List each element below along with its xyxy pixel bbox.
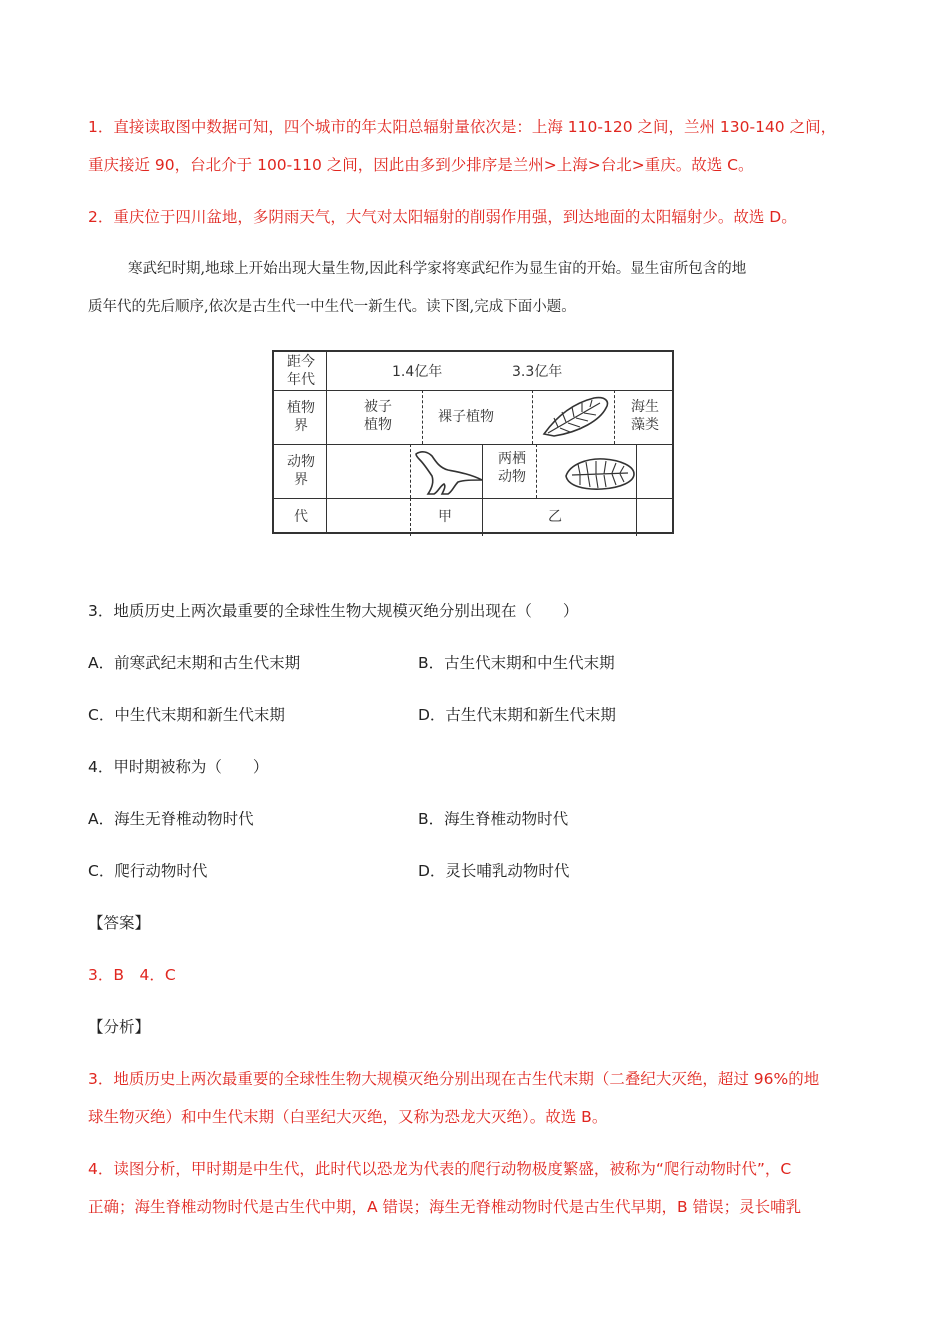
analysis-3-line1: 3．地质历史上两次最重要的全球性生物大规模灭绝分别出现在古生代末期（二叠纪大灭绝，超过 96%的地 bbox=[88, 1070, 820, 1088]
era-yi: 乙 bbox=[548, 509, 562, 525]
plant-gymnosperm: 裸子植物 bbox=[438, 409, 494, 425]
analysis-prev-2: 2．重庆位于四川盆地，多阴雨天气，大气对太阳辐射的削弱作用强，到达地面的太阳辐射少。故选 D。 bbox=[88, 208, 797, 226]
row-header-plants: 植物 界 bbox=[287, 400, 315, 434]
analysis-4-line1: 4．读图分析，甲时期是中生代，此时代以恐龙为代表的爬行动物极度繁盛，被称为“爬行动物时代”，C bbox=[88, 1160, 792, 1178]
question-3-option-c: C．中生代末期和新生代末期 bbox=[88, 706, 285, 724]
analysis-prev-1-line1: 1．直接读取图中数据可知，四个城市的年太阳总辐射量依次是：上海 110-120 之间，兰州 130-140 之间， bbox=[88, 118, 837, 136]
plant-angiosperm: 被子 植物 bbox=[364, 399, 392, 433]
geologic-era-figure bbox=[272, 350, 674, 534]
row-header-time: 距今 年代 bbox=[287, 354, 315, 388]
answer-heading: 【答案】 bbox=[88, 914, 151, 932]
question-3-option-d: D．古生代末期和新生代末期 bbox=[418, 706, 616, 724]
analysis-3-line2: 球生物灭绝）和中生代末期（白垩纪大灭绝，又称为恐龙大灭绝）。故选 B。 bbox=[88, 1108, 608, 1126]
era-jia: 甲 bbox=[438, 509, 452, 525]
question-4-option-a: A．海生无脊椎动物时代 bbox=[88, 810, 254, 828]
question-3-option-a: A．前寒武纪末期和古生代末期 bbox=[88, 654, 301, 672]
question-4-option-c: C．爬行动物时代 bbox=[88, 862, 208, 880]
question-4-stem: 4．甲时期被称为（ ） bbox=[88, 758, 269, 776]
row-header-era: 代 bbox=[294, 509, 308, 525]
question-3-option-b: B．古生代末期和中生代末期 bbox=[418, 654, 615, 672]
trilobite-icon bbox=[564, 456, 636, 492]
analysis-heading: 【分析】 bbox=[88, 1018, 151, 1036]
time-label-1: 1.4亿年 bbox=[392, 364, 443, 380]
analysis-4-line2: 正确；海生脊椎动物时代是古生代中期，A 错误；海生无脊椎动物时代是古生代早期，B 错误；灵长哺乳 bbox=[88, 1198, 802, 1216]
question-4-option-b: B．海生脊椎动物时代 bbox=[418, 810, 569, 828]
answer-text: 3．B 4．C bbox=[88, 966, 176, 984]
time-label-2: 3.3亿年 bbox=[512, 364, 563, 380]
analysis-prev-1-line2: 重庆接近 90，台北介于 100-110 之间，因此由多到少排序是兰州>上海>台北>重庆。故选 C。 bbox=[88, 156, 754, 174]
plant-marine-algae: 海生 藻类 bbox=[631, 399, 659, 433]
intro-line1: 寒武纪时期,地球上开始出现大量生物,因此科学家将寒武纪作为显生宙的开始。显生宙所包含的地 bbox=[128, 261, 747, 277]
question-3-stem: 3．地质历史上两次最重要的全球性生物大规模灭绝分别出现在（ ） bbox=[88, 602, 579, 620]
row-header-animals: 动物 界 bbox=[287, 454, 315, 488]
question-4-option-d: D．灵长哺乳动物时代 bbox=[418, 862, 570, 880]
intro-line2: 质年代的先后顺序,依次是古生代一中生代一新生代。读下图,完成下面小题。 bbox=[88, 299, 576, 315]
dinosaur-icon bbox=[414, 448, 484, 496]
animal-amphibian: 两栖 动物 bbox=[498, 451, 526, 485]
fern-leaf-icon bbox=[540, 394, 612, 440]
